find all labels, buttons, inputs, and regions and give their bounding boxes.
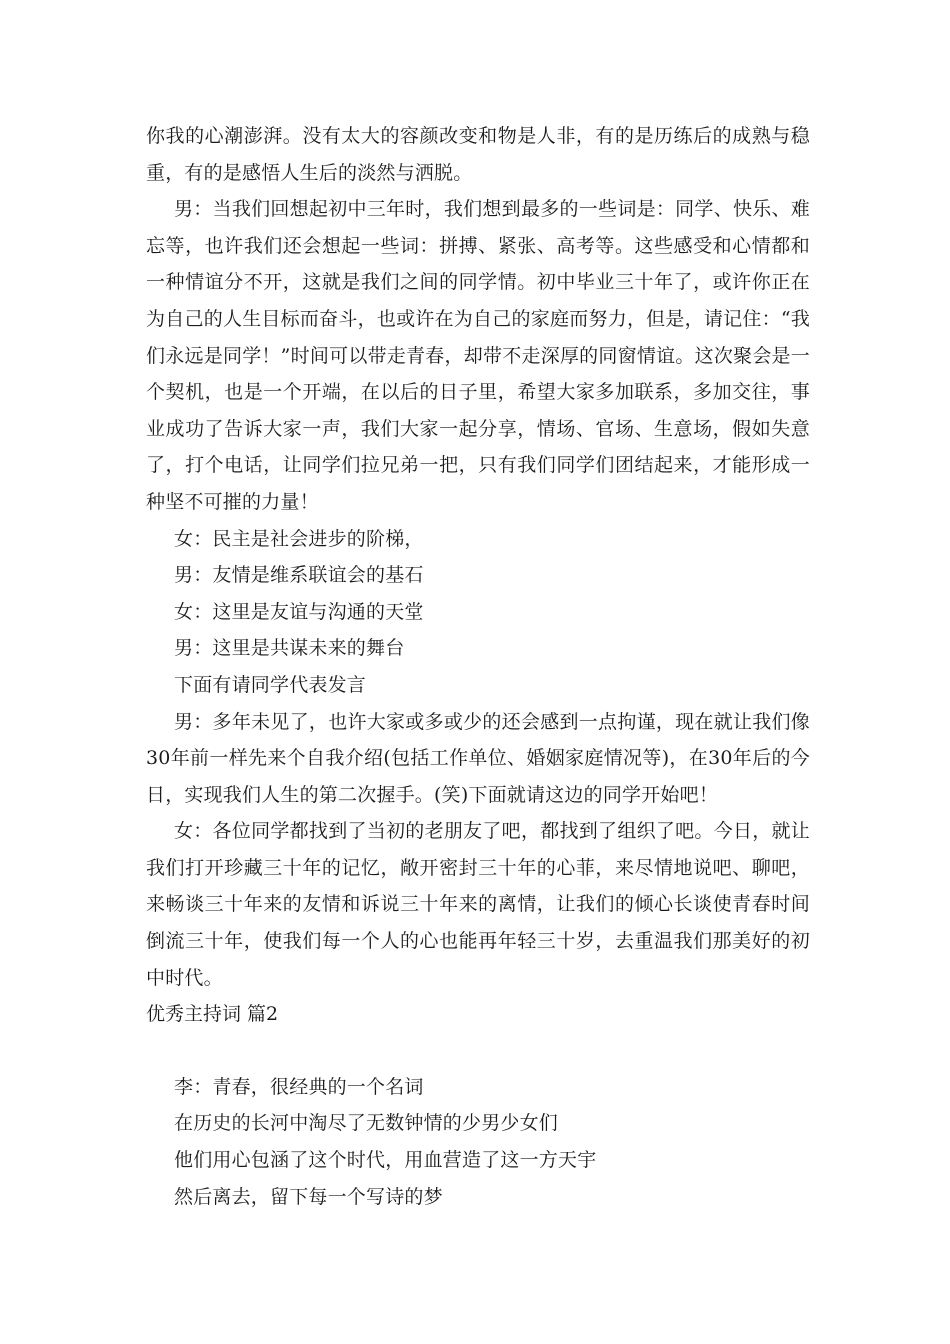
paragraph-poem-line-1: 在历史的长河中淘尽了无数钟情的少男少女们	[174, 1112, 559, 1135]
paragraph-female-line-2: 女：这里是友谊与沟通的天堂	[174, 600, 424, 623]
document-body	[146, 118, 810, 1215]
paragraph-male-line-1: 男：友情是维系联谊会的基石	[174, 564, 424, 587]
paragraph-female-line-1: 女：民主是社会进步的阶梯，	[174, 527, 424, 550]
paragraph-female-speech-1: 女：各位同学都找到了当初的老朋友了吧，都找到了组织了吧。今日，就让我们打开珍藏三十年的记忆，敞开密封三十年的心菲，来尽情地说吧、聊吧，来畅谈三十年来的友情和诉说三十年来的离情，让我们的倾心长谈使青春时间倒流三十年，使我们每一个人的心也能再年轻三十岁，去重温我们那美好的初中时代。	[146, 820, 810, 989]
section-heading: 优秀主持词 篇2	[146, 1003, 279, 1026]
paragraph-male-line-2: 男：这里是共谋未来的舞台	[174, 637, 405, 660]
paragraph-poem-line-3: 然后离去，留下每一个写诗的梦	[174, 1185, 443, 1208]
paragraph-male-speech-1: 男：当我们回想起初中三年时，我们想到最多的一些词是：同学、快乐、难忘等，也许我们还会想起一些词：拼搏、紧张、高考等。这些感受和心情都和一种情谊分不开，这就是我们之间的同学情。初中毕业三十年了，或许你正在为自己的人生目标而奋斗，也或许在为自己的家庭而努力，但是，请记住：“我们永远是同学！”时间可以带走青春，却带不走深厚的同窗情谊。这次聚会是一个契机，也是一个开端，在以后的日子里，希望大家多加联系，多加交往，事业成功了告诉大家一声，我们大家一起分享，情场、官场、生意场，假如失意了，打个电话，让同学们拉兄弟一把，只有我们同学们团结起来，才能形成一种坚不可摧的力量！	[146, 198, 810, 513]
paragraph-poem-line-2: 他们用心包涵了这个时代，用血营造了这一方天宇	[174, 1149, 597, 1172]
paragraph-invitation: 下面有请同学代表发言	[174, 673, 367, 696]
paragraph-male-speech-2: 男：多年未见了，也许大家或多或少的还会感到一点拘谨，现在就让我们像30年前一样先来个自我介绍(包括工作单位、婚姻家庭情况等)，在30年后的今日，实现我们人生的第二次握手。(笑)下面就请这边的同学开始吧！	[146, 710, 810, 806]
paragraph-li-line-1: 李：青春，很经典的一个名词	[174, 1075, 424, 1098]
blank-line	[146, 1033, 810, 1069]
paragraph-continuation: 你我的心潮澎湃。没有太大的容颜改变和物是人非，有的是历练后的成熟与稳重，有的是感悟人生后的淡然与洒脱。	[146, 125, 810, 184]
